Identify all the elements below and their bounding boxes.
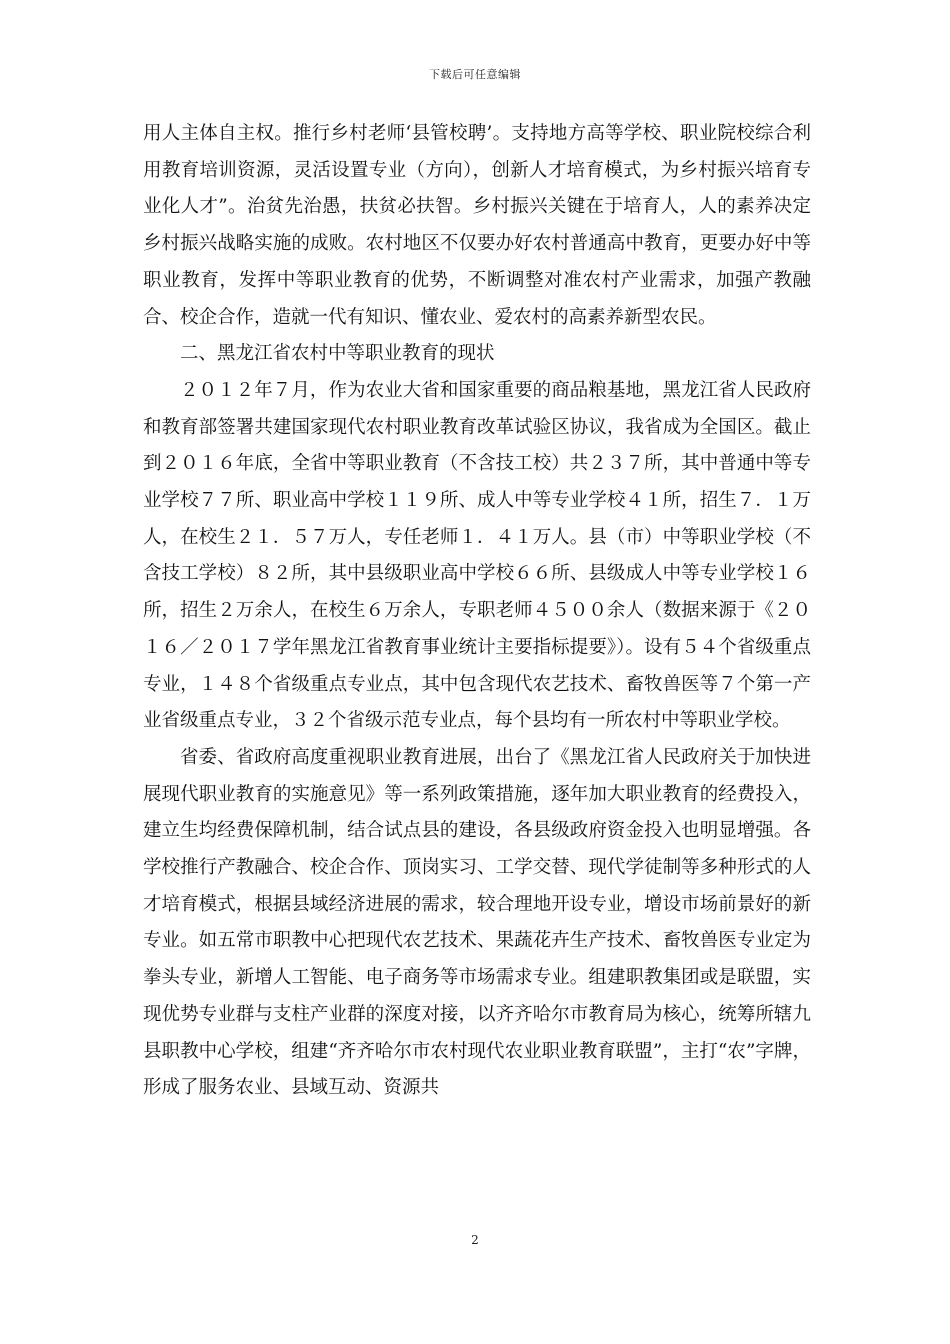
page-header: 下载后可任意编辑 xyxy=(429,68,521,81)
page-number: 2 xyxy=(471,1233,479,1247)
paragraph-policy: 省委、省政府高度重视职业教育进展，出台了《黑龙江省人民政府关于加快进展现代职业教育的实施意见》等一系列政策措施，逐年加大职业教育的经费投入，建立生均经费保障机制，结合试点县的建设，各县级政府资金投入也明显增强。各学校推行产教融合、校企合作、顶岗实习、工学交替、现代学徒制等多种形式的人才培育模式，根据县域经济进展的需求，较合理地开设专业，增设市场前景好的新专业。如五常市职教中心把现代农艺技术、果蔬花卉生产技术、畜牧兽医专业定为拳头专业，新增人工智能、电子商务等市场需求专业。组建职教集团或是联盟，实现优势专业群与支柱产业群的深度对接，以齐齐哈尔市教育局为核心，统筹所辖九县职教中心学校，组建“齐齐哈尔市农村现代农业职业教育联盟”，主打“农”字牌，形成了服务农业、县域互动、资源共 xyxy=(143,746,811,1099)
section-heading: 二、黑龙江省农村中等职业教育的现状 xyxy=(180,343,495,365)
paragraph-continuation: 用人主体自主权。推行乡村老师‘县管校聘’。支持地方高等学校、职业院校综合利用教育培训资源，灵活设置专业（方向），创新人才培育模式，为乡村振兴培育专业化人才”。治贫先治愚，扶贫必扶智。乡村振兴关键在于培育人，人的素养决定乡村振兴战略实施的成败。农村地区不仅要办好农村普通高中教育，更要办好中等职业教育，发挥中等职业教育的优势，不断调整对准农村产业需求，加强产教融合、校企合作，造就一代有知识、懂农业、爱农村的高素养新型农民。 xyxy=(143,123,811,328)
paragraph-status-data: ２０１２年７月，作为农业大省和国家重要的商品粮基地，黑龙江省人民政府和教育部签署共建国家现代农村职业教育改革试验区协议，我省成为全国区。截止到２０１６年底，全省中等职业教育（不含技工校）共２３７所，其中普通中等专业学校７７所、职业高中学校１１９所、成人中等专业学校４１所，招生７．１万人，在校生２１．５７万人，专任老师１．４１万人。县（市）中等职业学校（不含技工学校）８２所，其中县级职业高中学校６６所、县级成人中等专业学校１６所，招生２万余人，在校生６万余人，专职老师４５００余人（数据来源于《２０１６／２０１７学年黑龙江省教育事业统计主要指标提要》）。设有５４个省级重点专业，１４８个省级重点专业点，其中包含现代农艺技术、畜牧兽医等７个第一产业省级重点专业，３２个省级示范专业点，每个县均有一所农村中等职业学校。 xyxy=(143,379,811,732)
document-body xyxy=(143,116,811,1107)
